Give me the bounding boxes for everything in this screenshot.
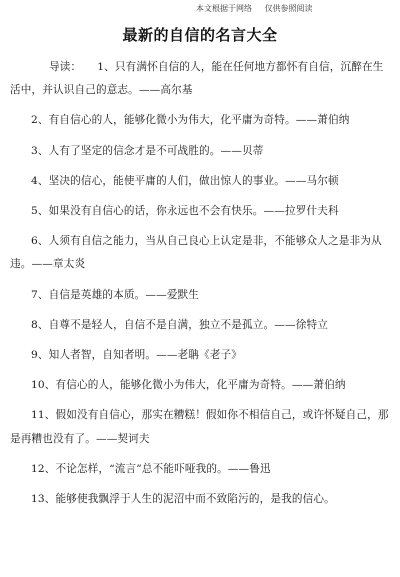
- quote-item: 10、有信心的人，能够化微小为伟大，化平庸为奇特。——萧伯纳: [31, 379, 346, 392]
- quote-list: [10, 56, 390, 518]
- quote-item: 5、如果没有自信心的话，你永远也不会有快乐。——拉罗什夫科: [31, 205, 339, 218]
- quote-item: 13、能够使我飘浮于人生的泥沼中而不致陷污的，是我的信心。: [31, 493, 335, 506]
- source-note: 本文根据于网络: [196, 4, 252, 13]
- quote-item: 11、假如没有自信心，那实在糟糕！假如你不相信自己，或许怀疑自己，那是再糟也没有了。——契诃夫: [10, 409, 389, 445]
- reference-note: 仅供参照阅读: [264, 4, 313, 13]
- quote-text: 1、只有满怀自信的人，能在任何地方都怀有自信，沉醉在生活中，并认识自己的意志。——高尔基: [10, 61, 384, 97]
- quote-item: [10, 56, 390, 102]
- header-note: [196, 3, 313, 14]
- quote-item: 3、人有了坚定的信念才是不可战胜的。——贝蒂: [31, 144, 264, 157]
- quote-item: 12、不论怎样，“流言”总不能吓哑我的。——鲁迅: [31, 462, 271, 475]
- document-title: 最新的自信的名言大全: [122, 26, 278, 44]
- quote-item: 2、有自信心的人，能够化微小为伟大，化平庸为奇特。——萧伯纳: [31, 114, 350, 127]
- quote-item: 8、自尊不是轻人，自信不是自满，独立不是孤立。——徐特立: [31, 318, 328, 331]
- quote-item: 6、人须有自信之能力，当从自己良心上认定是非，不能够众人之是非为从违。——章太炎: [10, 235, 382, 271]
- quote-item: 9、知人者智，自知者明。——老聃《老子》: [31, 349, 243, 362]
- intro-label: 导读：: [49, 61, 82, 73]
- quote-item: 4、坚决的信心，能使平庸的人们，做出惊人的事业。——马尔顿: [31, 174, 339, 187]
- quote-item: 7、自信是英雄的本质。——爱默生: [31, 288, 200, 301]
